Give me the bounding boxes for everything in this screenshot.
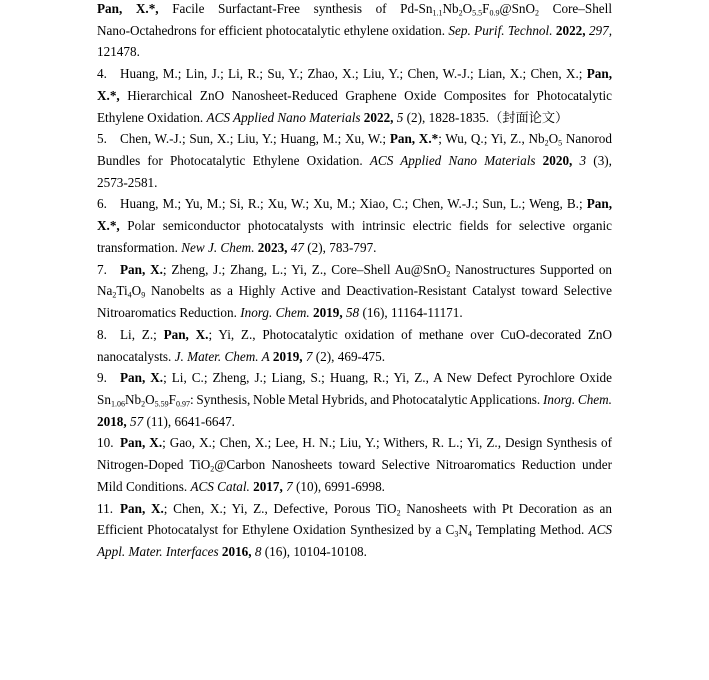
text-run: 58 (345, 305, 360, 321)
text-run: Pan, X. (120, 370, 164, 386)
reference-item (97, 498, 612, 563)
text-run: Hierarchical ZnO Nanosheet-Reduced Graphene Oxide Composites for Photocatalytic (119, 87, 612, 103)
text-run: (16), 11164-11171. (359, 305, 463, 321)
text-run: Nitroaromatics Reduction. (97, 305, 241, 321)
text-run: Bundles for Photocatalytic Ethylene Oxidation. (97, 153, 370, 169)
text-run: Pan, X. (120, 261, 163, 277)
text-run: (11), 6641-6647. (143, 413, 235, 429)
reference-item (97, 259, 612, 324)
text-run: Facile Surfactant-Free synthesis of Pd-Sn (158, 1, 433, 16)
subscript-text: 5.5 (472, 8, 483, 18)
text-run: 2020, (542, 153, 573, 169)
subscript-text: 0.97 (175, 399, 190, 409)
text-run: ; Yi, Z., Photocatalytic oxidation of methane over CuO-decorated ZnO (208, 326, 612, 342)
text-run: 121478. (97, 44, 140, 60)
text-run: nanocatalysts. (97, 348, 175, 364)
text-run: F (168, 391, 176, 407)
text-run: Huang, M.; Yu, M.; Si, R.; Xu, W.; Xu, M.; Xiao, C.; Chen, W.-J.; Sun, L.; Weng, B.; (120, 196, 587, 212)
reference-number: 9. (97, 370, 107, 386)
text-line-content (97, 411, 235, 433)
subscript-text: 1.1 (432, 8, 443, 18)
text-run: Pan, X. (163, 326, 209, 342)
text-run: (10), 6991-6998. (292, 478, 385, 494)
text-run: Polar semiconductor photocatalysts with intrinsic electric fields for selective organic (119, 218, 612, 234)
text-run: O (548, 131, 559, 147)
text-run: 3 (579, 153, 587, 169)
reference-number: 10. (97, 435, 114, 451)
text-run: ACS Applied Nano Materials (206, 109, 361, 125)
text-run: 8 (254, 543, 262, 559)
reference-number: 11. (97, 500, 113, 516)
subscript-text: 1.06 (110, 399, 125, 409)
reference-item (97, 63, 612, 128)
text-run: O (145, 391, 155, 407)
text-run (535, 153, 542, 168)
text-run: Nanosheets with Pt Decoration as an (400, 500, 612, 516)
reference-number: 6. (97, 196, 107, 212)
text-line (97, 498, 612, 520)
text-run: Appl. Mater. Interfaces (97, 543, 219, 559)
reference-item (97, 0, 612, 63)
text-run: 57 (129, 413, 144, 429)
text-run: ACS Applied Nano Materials (369, 153, 536, 169)
text-run: Templating Method. (471, 522, 589, 538)
reference-item (97, 193, 612, 258)
text-run: Nb (442, 1, 459, 16)
text-line (97, 280, 612, 302)
subscript-text: 4 (467, 529, 472, 539)
text-run: transformation. (97, 239, 182, 255)
text-line-content (97, 476, 385, 498)
text-line (97, 150, 612, 172)
text-run: 2022, (555, 22, 586, 38)
text-run: Nanostructures Supported on (450, 261, 613, 277)
text-run: ; Zheng, J.; Zhang, L.; Yi, Z., Core–Shell Au@SnO (162, 261, 447, 277)
text-run: Inorg. Chem. (543, 391, 612, 407)
text-run: Nano-Octahedrons for efficient photocatalytic ethylene oxidation. (97, 22, 449, 38)
text-line-content (97, 302, 463, 324)
text-line-content (97, 41, 140, 63)
text-line-content (97, 324, 612, 346)
text-run: Sn (97, 391, 111, 407)
reference-item (97, 128, 612, 193)
text-run: Pan, (586, 66, 612, 82)
text-run: N (458, 522, 468, 538)
text-run: ; Li, C.; Zheng, J.; Liang, S.; Huang, R.; Yi, Z., A New Defect Pyrochlore Oxide (163, 370, 612, 386)
text-run: Pan, X. (120, 500, 164, 516)
text-run: Pan, (586, 196, 612, 212)
reference-number: 5. (97, 131, 107, 147)
text-run: 7 (286, 478, 293, 494)
text-line-content (97, 20, 612, 42)
text-run: 2019, (272, 348, 303, 364)
reference-number: 8. (97, 326, 107, 342)
text-run: (16), 10104-10108. (261, 543, 367, 559)
text-run: Sep. Purif. Technol. (448, 22, 553, 38)
text-run: F (482, 1, 490, 16)
text-run: Nanorod (562, 131, 612, 147)
subscript-text: 2 (112, 290, 117, 300)
text-run: ACS Catal. (190, 478, 250, 494)
text-line (97, 172, 612, 194)
text-run: 7 (305, 348, 313, 364)
text-line-content (97, 172, 157, 194)
text-run: Nanobelts as a Highly Active and Deactivation-Resistant Catalyst toward Selective (145, 283, 612, 299)
text-line (97, 20, 612, 42)
text-line-content (97, 541, 367, 563)
text-line-content (97, 215, 612, 237)
text-line (97, 63, 612, 85)
reference-item (97, 367, 612, 432)
text-run: Huang, M.; Lin, J.; Li, R.; Su, Y.; Zhao, X.; Liu, Y.; Chen, W.-J.; Lian, X.; Chen, X.; (120, 66, 587, 82)
text-run: 297, (588, 22, 613, 38)
reference-number: 4. (97, 66, 107, 82)
text-line-content (97, 237, 376, 259)
text-run: Ti (116, 283, 128, 299)
text-line-content (97, 107, 568, 129)
text-run: Inorg. Chem. (240, 305, 310, 321)
subscript-text: 2 (458, 8, 463, 18)
text-run: ACS (588, 522, 612, 538)
text-run: New J. Chem. (181, 239, 255, 255)
text-run: 2573-2581. (97, 174, 158, 190)
text-line (97, 432, 612, 454)
text-line-content (97, 63, 612, 85)
text-line-content (97, 193, 612, 215)
subscript-text: 2 (535, 8, 540, 18)
subscript-text: 9 (141, 290, 146, 300)
text-run: ; Chen, X.; Yi, Z., Defective, Porous TiO (163, 500, 397, 516)
subscript-text: 2 (446, 269, 451, 279)
text-run: 2017, (253, 478, 283, 494)
publication-list (97, 0, 612, 563)
text-run: 5 (396, 109, 404, 125)
text-line (97, 128, 612, 150)
text-line (97, 193, 612, 215)
text-run: O (131, 283, 142, 299)
text-line-content (97, 85, 612, 107)
text-run: Pan, X.*, (97, 1, 159, 16)
text-line (97, 41, 612, 63)
subscript-text: 5.59 (154, 399, 169, 409)
text-run: 2023, (257, 239, 288, 255)
text-run: Mild Conditions. (97, 478, 191, 494)
text-run: 47 (290, 239, 304, 255)
text-run: O (462, 1, 473, 16)
text-run: (3), (586, 153, 612, 169)
text-run: 2022, (363, 109, 394, 125)
text-run: Li, Z.; (120, 326, 164, 342)
subscript-text: 2 (210, 464, 215, 474)
text-line (97, 85, 612, 107)
reference-item (97, 432, 612, 497)
text-run: @SnO (499, 1, 536, 16)
text-run: (2), 469-475. (312, 348, 386, 364)
text-line-content (97, 150, 612, 172)
text-run: X.*, (97, 218, 120, 234)
text-line (97, 346, 612, 368)
text-run: Na (97, 283, 113, 299)
text-run (572, 153, 579, 168)
text-run: (2), 1828-1835.（封面论文） (403, 109, 569, 125)
text-line-content (97, 367, 612, 389)
text-run: : Synthesis, Noble Metal Hybrids, and Photocatalytic Applications. (189, 391, 544, 407)
text-run: X.*, (97, 87, 120, 103)
text-line (97, 215, 612, 237)
text-line (97, 454, 612, 476)
text-run: Efficient Photocatalyst for Ethylene Oxidation Synthesized by a C (97, 522, 455, 538)
text-line (97, 0, 612, 20)
subscript-text: 0.9 (489, 8, 500, 18)
text-line-content (97, 432, 612, 454)
text-run: ; Gao, X.; Chen, X.; Lee, H. N.; Liu, Y.; Withers, R. L.; Yi, Z., Design Synthesis of (162, 435, 612, 451)
text-line-content (97, 346, 385, 368)
text-run: Chen, W.-J.; Sun, X.; Liu, Y.; Huang, M.; Xu, W.; (120, 131, 390, 147)
reference-number: 7. (97, 261, 107, 277)
text-line (97, 367, 612, 389)
text-run: Ethylene Oxidation. (97, 109, 207, 125)
text-run: 2019, (312, 305, 343, 321)
text-run: Pan, X. (120, 435, 163, 451)
reference-item (97, 324, 612, 367)
text-run: (2), 783-797. (303, 239, 377, 255)
text-run: Core–Shell (539, 1, 612, 16)
text-run: Pan, X.* (389, 131, 439, 147)
subscript-text: 4 (127, 290, 132, 300)
text-run: 2016, (221, 543, 252, 559)
text-run: @Carbon Nanosheets toward Selective Nitroaromatics Reduction under (214, 457, 613, 473)
text-line (97, 237, 612, 259)
subscript-text: 2 (544, 138, 549, 148)
text-run: 2018, (97, 413, 127, 429)
text-line (97, 389, 612, 411)
text-line (97, 324, 612, 346)
text-run: ; Wu, Q.; Yi, Z., Nb (438, 131, 545, 147)
text-line (97, 519, 612, 541)
subscript-text: 2 (141, 399, 146, 409)
text-line (97, 259, 612, 281)
text-run: Nitrogen-Doped TiO (97, 457, 211, 473)
subscript-text: 2 (396, 508, 401, 518)
subscript-text: 3 (454, 529, 459, 539)
text-run: J. Mater. Chem. A (174, 348, 270, 364)
text-run: Nb (124, 391, 142, 407)
text-line (97, 107, 612, 129)
subscript-text: 5 (558, 138, 563, 148)
